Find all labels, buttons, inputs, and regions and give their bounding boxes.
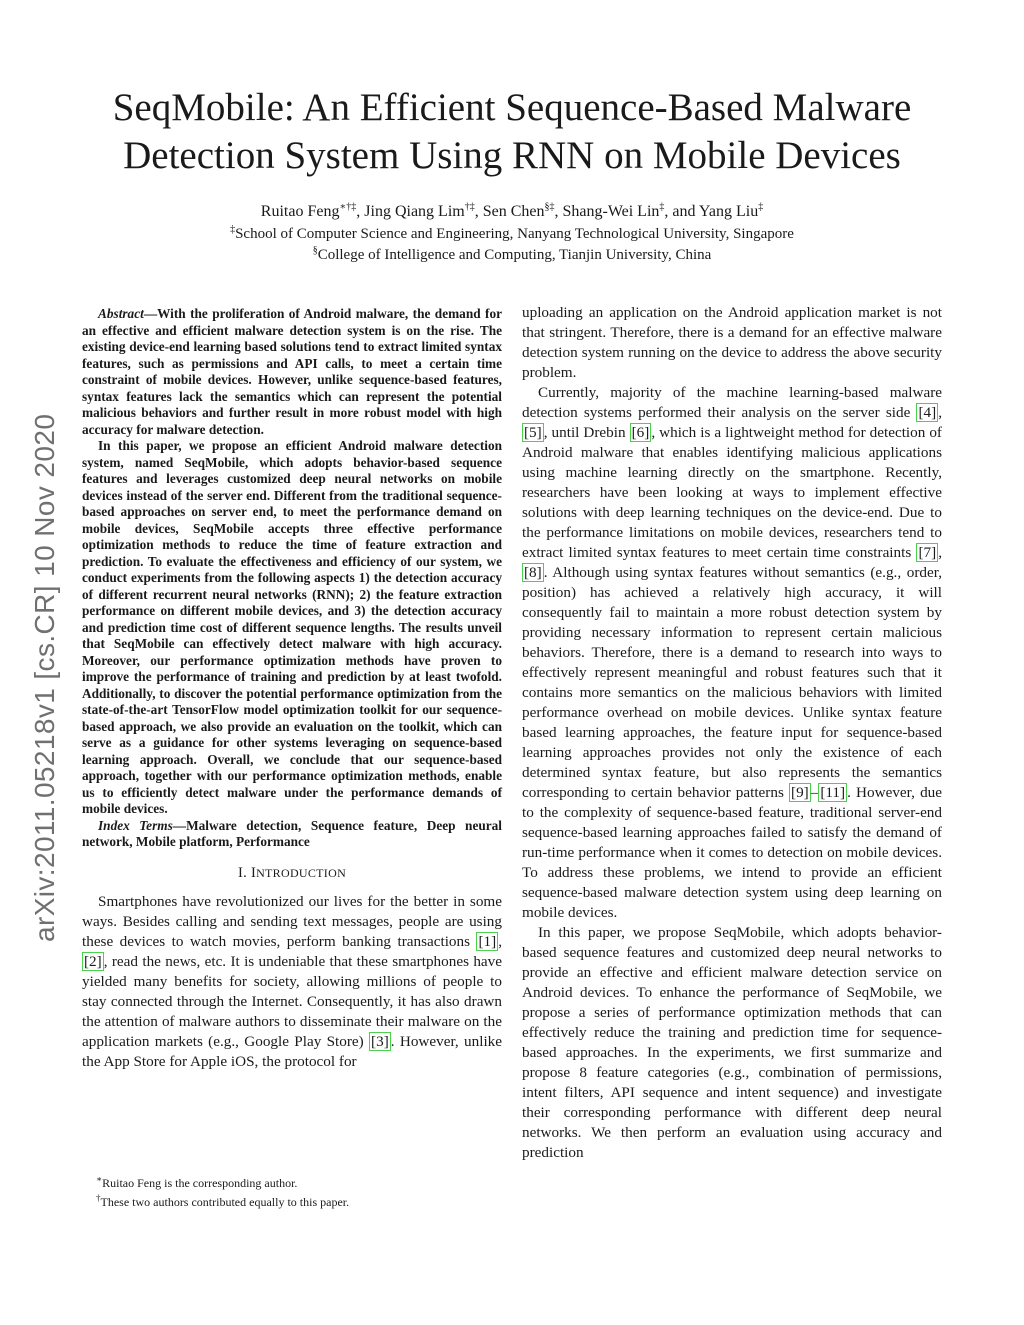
text-run: – xyxy=(810,784,819,801)
text-run: , read the news, etc. It is undeniable that these smartphones have yielded many benefits for society, allowing millions of people to stay connected through the Internet. Consequently, it has also drawn the attention of malware authors to disseminate their malware on the application markets (e.g., Google Play Store) xyxy=(82,952,502,1050)
title-line-1: SeqMobile: An Efficient Sequence-Based Malware xyxy=(112,86,912,129)
affiliation-text: School of Computer Science and Engineering, Nanyang Technological University, Singapore xyxy=(235,226,794,242)
intro-paragraph-1-continued: uploading an application on the Android application market is not that stringent. Therefore, there is a demand for an effective malware detection system running on the device to address the above security problem. xyxy=(522,304,942,381)
citation-link[interactable]: [3] xyxy=(371,1032,389,1050)
index-terms-text: Malware detection, Sequence feature, Deep neural network, Mobile platform, Performance xyxy=(82,817,502,849)
intro-left xyxy=(82,892,502,1072)
author-separator: , and xyxy=(664,203,699,220)
text-run: . However, due to the complexity of sequence-based feature, traditional server-end sequence-based learning approaches failed to satisfy the demand of run-time performance when it comes to detection on mobile devices. To address these problems, we intend to provide an efficient sequence-based malware detection system using deep learning on mobile devices. xyxy=(522,784,942,921)
abstract-label: Abstract xyxy=(98,306,144,321)
affiliation-mark: § xyxy=(312,245,318,256)
text-run: Currently, majority of the machine learning-based malware detection systems performed their analysis on the server side xyxy=(522,384,942,421)
footnote-equal-contribution xyxy=(96,1191,496,1210)
text-run: . However, unlike the App Store for Apple iOS, the protocol for xyxy=(82,1032,502,1070)
text-run: Smartphones have revolutionized our lives for the better in some ways. Besides calling and sending text messages, people are using these devices to watch movies, perform banking transactions xyxy=(82,892,502,950)
intro-paragraph-1 xyxy=(82,892,502,1072)
left-column xyxy=(82,306,502,1072)
author-name: Ruitao Feng xyxy=(260,203,340,220)
section-numeral: I. xyxy=(237,864,247,881)
author-name: Jing Qiang Lim xyxy=(364,203,465,220)
abstract xyxy=(82,306,502,851)
affiliation-ntu xyxy=(60,224,964,244)
citation-link[interactable]: [4] xyxy=(918,404,937,421)
author-separator: , xyxy=(474,203,483,220)
paper-title xyxy=(60,84,964,180)
abstract-paragraph-1 xyxy=(82,306,502,438)
text-run: . Although using syntax features without semantics (e.g., order, position) has achieved a relatively high accuracy, it will consequently fail to maintain a more robust detection system by providing necessary information to represent certain malicious behaviors. Therefore, there is a demand to research into ways to effectively represent meaningful and robust features such that it contains more semantics on the malicious behaviors with limited performance overhead on mobile devices. Unlike syntax feature based learning approaches, the feature input for sequence-based learning approaches provides not only the existence of each determined syntax feature, but also represents the semantics corresponding to certain behavior patterns xyxy=(522,564,942,801)
author-name: Sen Chen xyxy=(482,203,545,220)
affiliation-tianjin xyxy=(60,245,964,265)
abstract-dash: — xyxy=(143,306,158,321)
citation-link[interactable]: [5] xyxy=(524,424,542,441)
section-heading-introduction xyxy=(82,865,502,882)
text-run: , which is a lightweight method for detection of Android malware that enables identifying malicious applications using machine learning directly on the smartphone. Recently, researchers have been looking at ways to implement effective solutions with deep learning techniques on the device-end. Due to the performance limitations on mobile devices, researchers tend to extract limited syntax features to meet certain time constraints xyxy=(522,424,942,561)
intro-paragraph-2 xyxy=(522,383,942,923)
footnote-text: Ruitao Feng is the corresponding author. xyxy=(102,1176,298,1190)
citation-link[interactable]: [11] xyxy=(820,784,846,801)
author-list xyxy=(60,201,964,223)
author-marks: ‡ xyxy=(758,201,764,213)
citation-link[interactable]: [2] xyxy=(84,952,102,970)
footnote-mark: † xyxy=(96,1193,101,1203)
footnote-text: These two authors contributed equally to this paper. xyxy=(100,1195,350,1209)
citation-link[interactable]: [8] xyxy=(524,564,542,581)
citation-link[interactable]: [6] xyxy=(631,424,650,441)
text-run: , xyxy=(498,932,502,950)
section-head-rest: NTRODUCTION xyxy=(256,865,347,880)
index-terms-label: Index Terms xyxy=(98,817,173,833)
footnote-corresponding xyxy=(96,1172,496,1191)
author-marks: §‡ xyxy=(544,201,555,213)
text-run: , until Drebin xyxy=(543,424,630,441)
abstract-paragraph-2: In this paper, we propose an efficient Android malware detection system, named SeqMobile, which adopts behavior-based sequence features and leverages customized deep neural networks on mobile devices instead of the server end. Different from the traditional sequence-based approaches on server end, to meet the performance demand on mobile devices, SeqMobile accepts three effective performance optimization methods to reduce the time of feature extraction and prediction. To evaluate the effectiveness and efficiency of our system, we conduct experiments from the following aspects 1) the detection accuracy of different recurrent neural networks (RNN); 2) the feature extraction performance on different mobile devices, and 3) the detection accuracy and prediction time cost of different sequence lengths. The results unveil that SeqMobile can effectively detect malware with high accuracy. Moreover, our performance optimization methods have proven to improve the performance of training and prediction by at least twofold. Additionally, to discover the potential performance optimization from the state-of-the-art TensorFlow model optimization toolkit for our sequence-based approach, we also provide an evaluation on the toolkit, which can serve as a guidance for other systems leveraging on sequence-based learning approach. Overall, we conclude that our sequence-based approach, together with our performance optimization methods, enable us to efficiently detect malware under the performance demands of mobile devices. xyxy=(82,438,502,816)
intro-paragraph-3: In this paper, we propose SeqMobile, which adopts behavior-based sequence features and customized deep neural networks to provide an effective and efficient malware detection service on Android devices. To enhance the performance of SeqMobile, we propose a series of performance optimization methods that can effectively reduce the training and prediction time for sequence-based approaches. In the experiments, we first summarize and propose 8 feature categories (e.g., combination of permissions, intent filters, API sequence and intent sequence) and investigate their corresponding performance with different deep neural networks. We then perform an evaluation using accuracy and prediction xyxy=(522,924,942,1161)
intro-right xyxy=(522,303,942,1163)
citation-link[interactable]: [7] xyxy=(918,544,937,561)
citation-link[interactable]: [1] xyxy=(478,932,497,950)
footnote-mark: ∗ xyxy=(96,1174,103,1184)
citation-link[interactable]: [9] xyxy=(791,784,809,801)
author-marks: †‡ xyxy=(464,201,475,213)
affiliation-mark: ‡ xyxy=(230,224,236,235)
arxiv-stamp: arXiv:2011.05218v1 [cs.CR] 10 Nov 2020 xyxy=(29,413,60,942)
author-name: Yang Liu xyxy=(698,203,759,220)
author-marks: ‡ xyxy=(659,201,665,213)
author-marks: ∗†‡ xyxy=(339,201,357,213)
abstract-text-1: With the proliferation of Android malware, the demand for an effective and efficient malware detection system is on the rise. The existing device-end learning based solutions tend to extract limited syntax features, such as permissions and API calls, to meet a certain time constraint of mobile devices. However, unlike sequence-based features, syntax features lack the semantics which can represent the potential malicious behaviors and further result in more robust model with high accuracy for malware detection. xyxy=(82,306,502,437)
index-terms-dash: — xyxy=(172,817,187,833)
right-column xyxy=(522,303,942,1163)
index-terms xyxy=(82,818,502,851)
text-run: , xyxy=(938,544,942,561)
title-line-2: Detection System Using RNN on Mobile Devices xyxy=(123,134,901,177)
text-run: , xyxy=(938,404,942,421)
footnotes xyxy=(96,1172,496,1210)
author-separator: , xyxy=(356,203,365,220)
author-separator: , xyxy=(554,203,563,220)
affiliation-text: College of Intelligence and Computing, Tianjin University, China xyxy=(317,247,712,263)
section-head-initial: I xyxy=(250,864,257,881)
author-name: Shang-Wei Lin xyxy=(562,203,660,220)
